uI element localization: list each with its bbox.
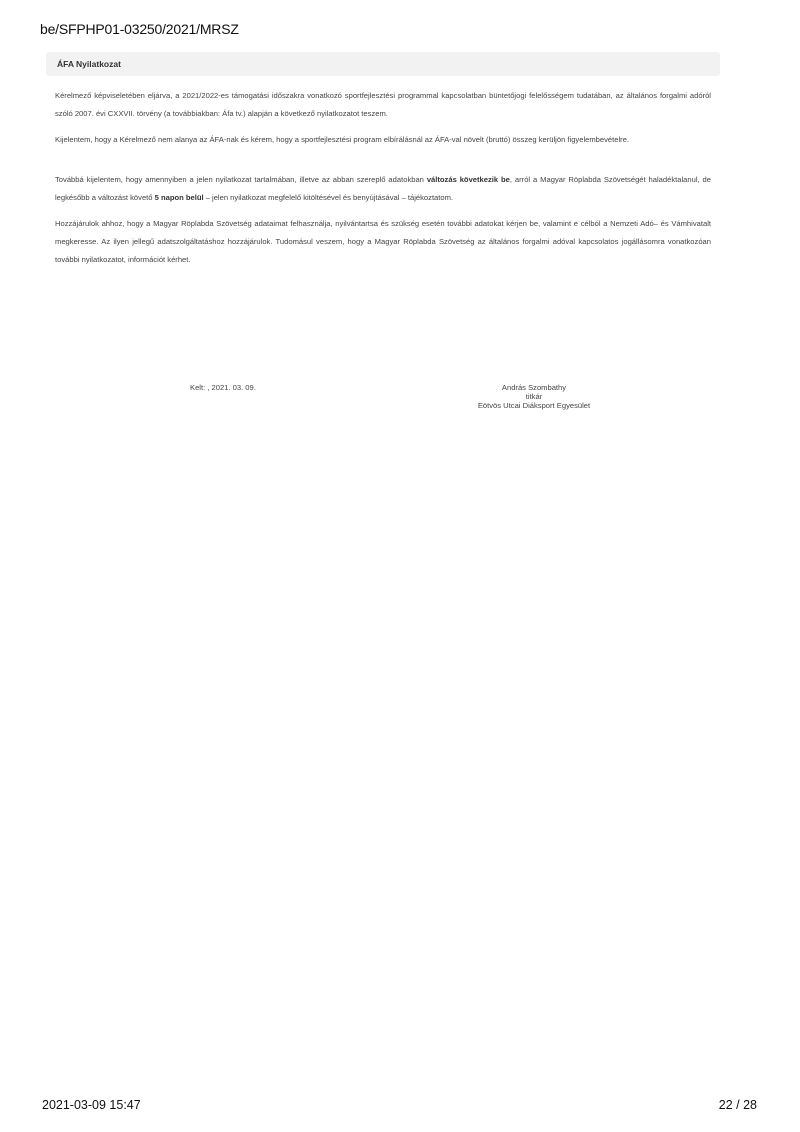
paragraph-statement: Kérelmező képviseletében eljárva, a 2021/2022-es támogatási időszakra vonatkozó sportfejlesztési programmal kapcsolatban büntetőjogi felelősségem tudatában, az általános forgalmi adóról szóló 2007. évi CXXVII. törvény (a továbbiakban: Áfa tv.) alapján a következő nyilatkozatot teszem.: [55, 91, 711, 118]
paragraph-text: – jelen nyilatkozat megfelelő kitöltésével és benyújtásával – tájékoztatom.: [203, 193, 454, 202]
signer-organization: Eötvös Utcai Diáksport Egyesület: [477, 401, 591, 410]
document-id: be/SFPHP01-03250/2021/MRSZ: [40, 21, 239, 37]
vat-declaration-section: [46, 52, 720, 269]
signature-date: Kelt: , 2021. 03. 09.: [190, 383, 256, 392]
signer-role: titkár: [525, 392, 543, 401]
page-number: 22 / 28: [718, 1098, 757, 1112]
emphasis-change: változás következik be: [426, 175, 510, 184]
signer-name: András Szombathy: [501, 383, 567, 392]
paragraph-text: , arról a Magyar Röplabda Szövetségét haladéktalanul, de legkésőbb a változást követő: [55, 175, 711, 202]
footer-timestamp: 2021-03-09 15:47: [42, 1098, 141, 1112]
section-title: ÁFA Nyilatkozat: [46, 52, 720, 76]
paragraph-vat-status: Kijelentem, hogy a Kérelmező nem alanya az ÁFA-nak és kérem, hogy a sportfejlesztési program elbírálásnál az ÁFA-val növelt (bruttó) összeg kerüljön figyelembevételre.: [55, 135, 630, 144]
paragraph-text: Továbbá kijelentem, hogy amennyiben a jelen nyilatkozat tartalmában, illetve az abban szereplő adatokban: [55, 175, 427, 184]
paragraph-consent: Hozzájárulok ahhoz, hogy a Magyar Röplabda Szövetség adataimat felhasználja, nyilvántartsa és szükség esetén további adatokat kérjen be, valamint e célból a Nemzeti Adó– és Vámhivatalt megkeresse. Az ilyen jellegű adatszolgáltatáshoz hozzájárulok. Tudomásul veszem, hogy a Magyar Röplabda Szövetség az általános forgalmi adóval kapcsolatos jogállásomra vonatkozóan további nyilatkozatot, információt kérhet.: [55, 219, 711, 264]
signature-block: [434, 383, 634, 410]
emphasis-deadline: 5 napon belül: [154, 193, 204, 202]
paragraph-change-notice: [55, 171, 711, 207]
